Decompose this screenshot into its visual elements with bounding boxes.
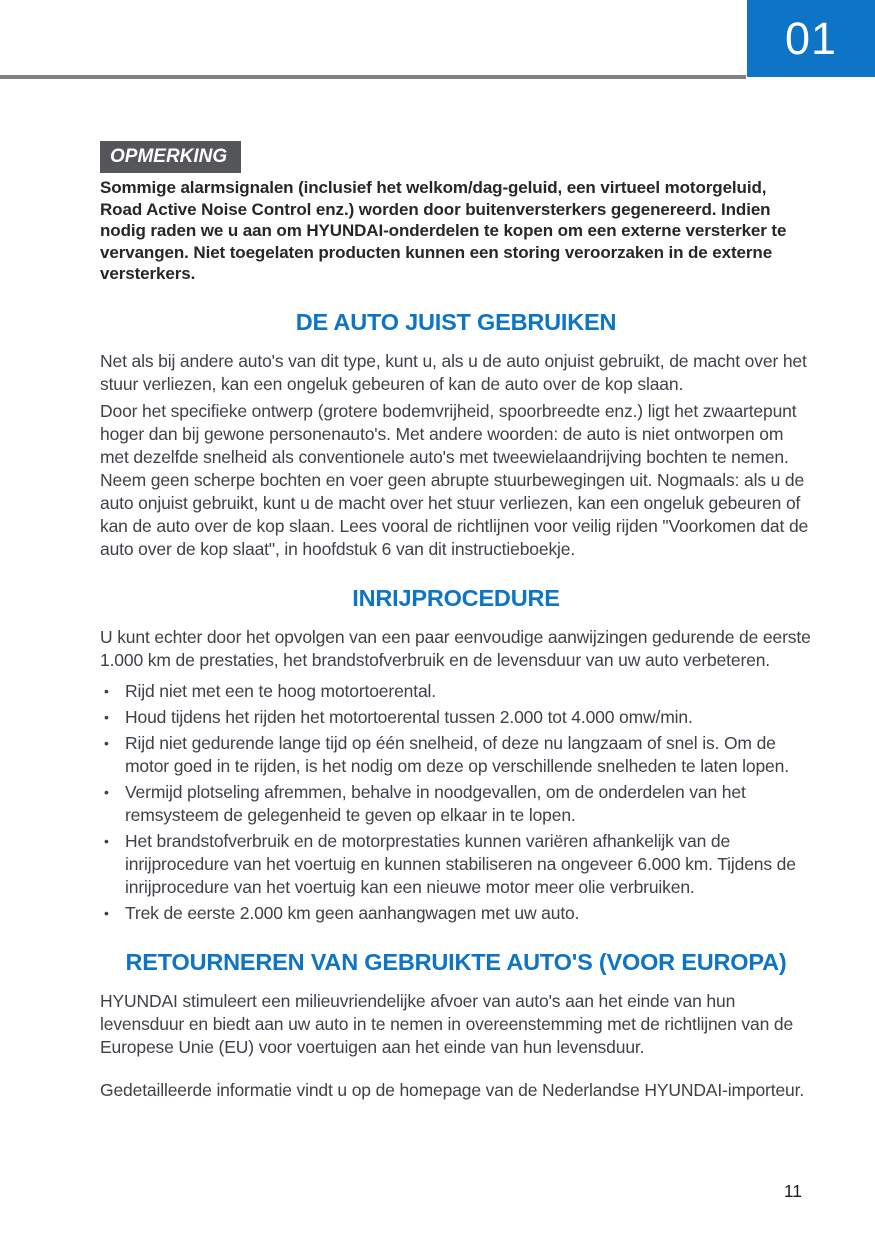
chapter-tab	[747, 0, 875, 77]
section-title-inrijprocedure: INRIJPROCEDURE	[352, 584, 560, 611]
bullet-icon: •	[104, 783, 109, 800]
list-item	[100, 902, 812, 925]
inrijprocedure-bullet-list	[100, 680, 812, 925]
paragraph: Gedetailleerde informatie vindt u op de homepage van de Nederlandse HYUNDAI-importeur.	[100, 1079, 805, 1100]
chapter-number: 01	[784, 12, 838, 64]
bullet-icon: •	[104, 832, 109, 849]
paragraph: HYUNDAI stimuleert een milieuvriendelijke afvoer van auto's aan het einde van hun levensduur en biedt aan uw auto in te nemen in overeenstemming met de richtlijnen van de Europese Unie (EU) voor voertuigen aan het einde van hun levensduur.	[100, 990, 794, 1057]
list-item	[100, 781, 812, 827]
page-content	[100, 141, 812, 1106]
list-item-text: Vermijd plotseling afremmen, behalve in noodgevallen, om de onderdelen van het remsysteem de gelegenheid te geven op elkaar in te lopen.	[125, 781, 746, 825]
list-item	[100, 732, 812, 778]
bullet-icon: •	[104, 734, 109, 751]
section-title-retourneren: RETOURNEREN VAN GEBRUIKTE AUTO'S (VOOR EUROPA)	[125, 948, 787, 975]
list-item-text: Rijd niet met een te hoog motortoerental.	[125, 680, 436, 701]
list-item-text: Het brandstofverbruik en de motorprestaties kunnen variëren afhankelijk van de inrijprocedure van het voertuig en kunnen stabiliseren na ongeveer 6.000 km. Tijdens de inrijprocedure van het voertuig kan een nieuwe motor meer olie verbruiken.	[125, 830, 796, 897]
note-badge: OPMERKING	[100, 141, 241, 173]
paragraph: U kunt echter door het opvolgen van een paar eenvoudige aanwijzingen gedurende de eerste 1.000 km de prestaties, het brandstofverbruik en de levensduur van uw auto verbeteren.	[100, 626, 811, 670]
section-title-de-auto-juist-gebruiken: DE AUTO JUIST GEBRUIKEN	[295, 308, 617, 335]
list-item	[100, 830, 812, 899]
list-item	[100, 706, 812, 729]
note-text: Sommige alarmsignalen (inclusief het welkom/dag-geluid, een virtueel motorgeluid, Road Active Noise Control enz.) worden door buitenversterkers gegenereerd. Indien nodig raden we u aan om HYUNDAI-onderdelen te kopen om een externe versterker te vervangen. Niet toegelaten producten kunnen een storing veroorzaken in de externe versterkers.	[100, 178, 787, 283]
page-number: 11	[783, 1181, 802, 1201]
list-item	[100, 680, 812, 703]
bullet-icon: •	[104, 904, 109, 921]
list-item-text: Houd tijdens het rijden het motortoerental tussen 2.000 tot 4.000 omw/min.	[125, 706, 693, 727]
list-item-text: Trek de eerste 2.000 km geen aanhangwagen met uw auto.	[125, 902, 580, 923]
bullet-icon: •	[104, 682, 109, 699]
paragraph: Net als bij andere auto's van dit type, kunt u, als u de auto onjuist gebruikt, de macht over het stuur verliezen, kan een ongeluk gebeuren of kan de auto over de kop slaan.	[100, 350, 807, 394]
paragraph: Door het specifieke ontwerp (grotere bodemvrijheid, spoorbreedte enz.) ligt het zwaartepunt hoger dan bij gewone personenauto's. Met andere woorden: de auto is niet ontworpen om met dezelfde snelheid als conventionele auto's met tweewielaandrijving bochten te nemen. Neem geen scherpe bochten en voer geen abrupte stuurbewegingen uit. Nogmaals: als u de auto onjuist gebruikt, kunt u de macht over het stuur verliezen, kan een ongeluk gebeuren of kan de auto over de kop slaan. Lees vooral de richtlijnen voor veilig rijden "Voorkomen dat de auto over de kop slaat", in hoofdstuk 6 van dit instructieboekje.	[100, 400, 809, 559]
bullet-icon: •	[104, 708, 109, 725]
header-divider-rule	[0, 75, 746, 79]
list-item-text: Rijd niet gedurende lange tijd op één snelheid, of deze nu langzaam of snel is. Om de motor goed in te rijden, is het nodig om deze op verschillende snelheden te laten lopen.	[125, 732, 789, 776]
